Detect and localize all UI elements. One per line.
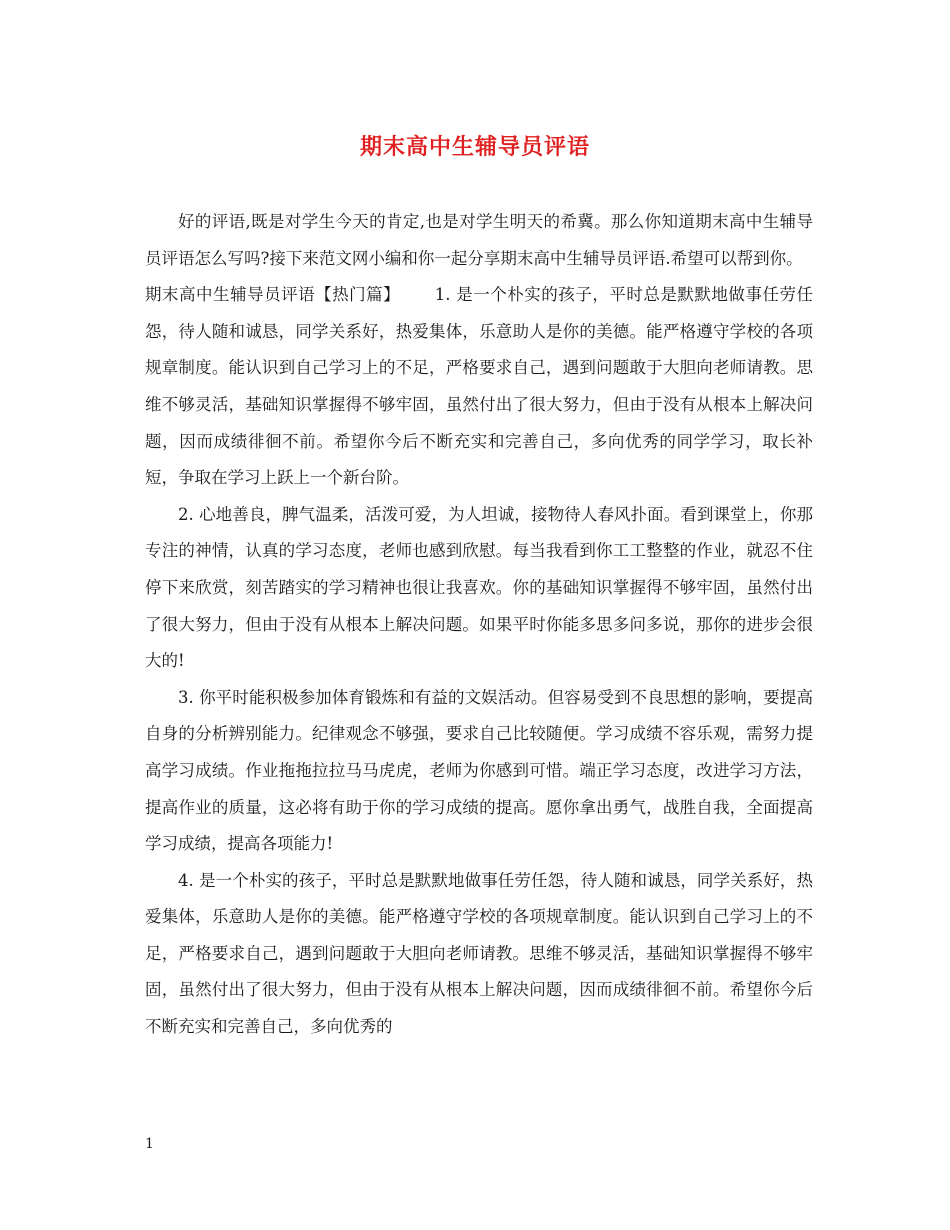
paragraph-item-4: 4. 是一个朴实的孩子，平时总是默默地做事任劳任怨，待人随和诚恳，同学关系好，热爱集体，乐意助人是你的美德。能严格遵守学校的各项规章制度。能认识到自己学习上的不足，严格要求自己，遇到问题敢于大胆向老师请教。思维不够灵活，基础知识掌握得不够牢固，虽然付出了很大努力，但由于没有从根本上解决问题，因而成绩徘徊不前。希望你今后不断充实和完善自己，多向优秀的 <box>145 870 813 1037</box>
paragraph-item-1: 期末高中生辅导员评语【热门篇】 1. 是一个朴实的孩子，平时总是默默地做事任劳任怨，待人随和诚恳，同学关系好，热爱集体，乐意助人是你的美德。能严格遵守学校的各项规章制度。能认识到自己学习上的不足，严格要求自己，遇到问题敢于大胆向老师请教。思维不够灵活，基础知识掌握得不够牢固，虽然付出了很大努力，但由于没有从根本上解决问题，因而成绩徘徊不前。希望你今后不断充实和完善自己，多向优秀的同学学习，取长补短，争取在学习上跃上一个新台阶。 <box>145 285 813 488</box>
paragraph-item-3: 3. 你平时能积极参加体育锻炼和有益的文娱活动。但容易受到不良思想的影响，要提高自身的分析辨别能力。纪律观念不够强，要求自己比较随便。学习成绩不容乐观，需努力提高学习成绩。作业拖拖拉拉马马虎虎，老师为你感到可惜。端正学习态度，改进学习方法，提高作业的质量，这必将有助于你的学习成绩的提高。愿你拿出勇气，战胜自我，全面提高学习成绩，提高各项能力! <box>145 687 813 854</box>
page-number: 1 <box>145 1136 154 1152</box>
document-body <box>145 204 813 1046</box>
paragraph-item-2: 2. 心地善良，脾气温柔，活泼可爱，为人坦诚，接物待人春风扑面。看到课堂上，你那专注的神情，认真的学习态度，老师也感到欣慰。每当我看到你工工整整的作业，就忍不住停下来欣赏，刻苦踏实的学习精神也很让我喜欢。你的基础知识掌握得不够牢固，虽然付出了很大努力，但由于没有从根本上解决问题。如果平时你能多思多问多说，那你的进步会很大的! <box>145 504 813 671</box>
paragraph-intro: 好的评语,既是对学生今天的肯定,也是对学生明天的希冀。那么你知道期末高中生辅导员评语怎么写吗?接下来范文网小编和你一起分享期末高中生辅导员评语.希望可以帮到你。 <box>145 212 813 268</box>
document-title: 期末高中生辅导员评语 <box>359 134 590 160</box>
